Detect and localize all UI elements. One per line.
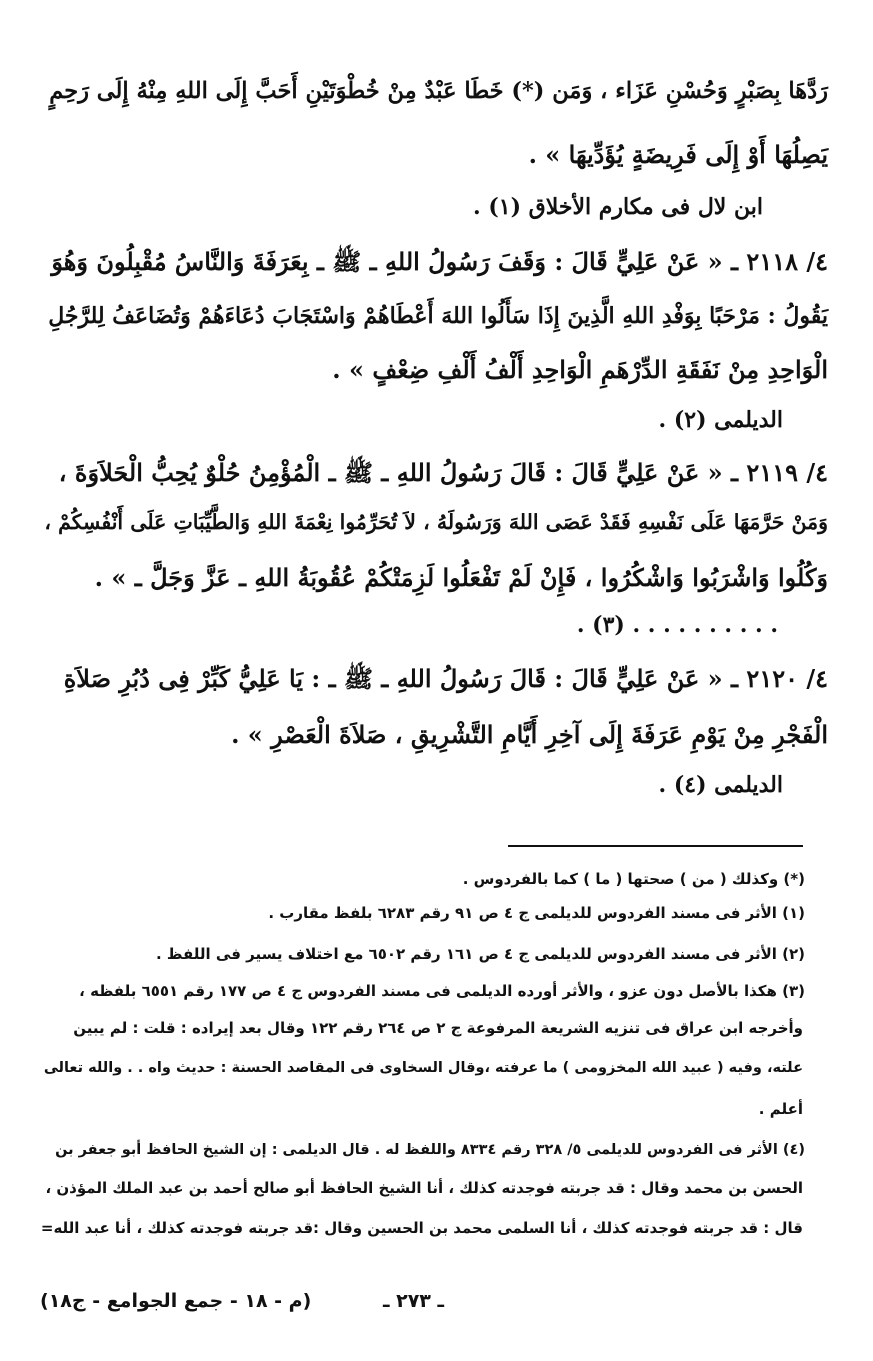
footnote-continuation: وأخرجه ابن عراق فى تنزيه الشريعة المرفوعة ج ٢ ص ٢٦٤ رقم ١٢٢ وقال بعد إيراده : قلت : لم يبين — [73, 1019, 803, 1037]
signature-mark: (م - ١٨ - جمع الجوامع - ج١٨) — [40, 1290, 312, 1312]
footnote-continuation: قال : قد جربته فوجدته كذلك ، أنا السلمى محمد بن الحسين وقال :قد جربته فوجدته كذلك ، أنا عبد الله= — [40, 1219, 803, 1237]
omission-marker: . . . . . . . . . . (٣) . — [576, 612, 778, 638]
text-line: الْفَجْرِ مِنْ يَوْمِ عَرَفَةَ إِلَى آخِرِ أَيَّامِ التَّشْرِيقِ ، صَلاَةَ الْعَصْرِ » . — [231, 720, 828, 749]
text-line: رَدَّهَا بِصَبْرٍ وَحُسْنِ عَزَاء ، وَمَن (*) خَطَا عَبْدٌ مِنْ خُطْوَتَيْنِ أَحَبَّ إِلَى اللهِ مِنْهُ إِلَى رَحِمٍ — [49, 78, 828, 104]
footnote-continuation: أعلم . — [758, 1100, 803, 1118]
page-number: ـ ٢٧٣ ـ — [383, 1290, 445, 1312]
footnote: (٣) هكذا بالأصل دون عزو ، والأثر أورده الديلمى فى مسند الفردوس ج ٤ ص ١٧٧ رقم ٦٥٥١ بلفظه ، — [79, 982, 805, 1000]
footnote: (٢) الأثر فى مسند الفردوس للديلمى ج ٤ ص ١٦١ رقم ٦٥٠٢ مع اختلاف يسير فى اللفظ . — [156, 945, 805, 963]
footnote: (١) الأثر فى مسند الفردوس للديلمى ج ٤ ص ٩١ رقم ٦٢٨٣ بلفظ مقارب . — [268, 904, 805, 922]
text-line: وَمَنْ حَرَّمَهَا عَلَى نَفْسِهِ فَقَدْ عَصَى اللهَ وَرَسُولَهُ ، لاَ تُحَرِّمُوا نِعْمَةَ اللهِ وَالطَّيِّبَاتِ عَلَى أَنْفُسِكُمْ ، — [44, 510, 828, 534]
footnote: (*) وكذلك ( من ) صحتها ( ما ) كما بالفردوس . — [462, 870, 805, 888]
footnote-continuation: علته، وفيه ( عبيد الله المخزومى ) ما عرفته ،وقال السخاوى فى المقاصد الحسنة : حديث واه . . والله تعالى — [43, 1060, 803, 1076]
footnote-separator — [508, 845, 803, 847]
text-line: وَكُلُوا وَاشْرَبُوا وَاشْكُرُوا ، فَإِنْ لَمْ تَفْعَلُوا لَزِمَتْكُمْ عُقُوبَةُ اللهِ ـ عَزَّ وَجَلَّ ـ » . — [94, 563, 828, 592]
text-line: يَقُولُ : مَرْحَبًا بِوَفْدِ اللهِ الَّذِينَ إِذَا سَأَلُوا اللهَ أَعْطَاهُمْ وَاسْتَجَابَ دُعَاءَهُمْ وَتُضَاعَفُ لِلرَّجُلِ — [48, 303, 828, 329]
footnote: (٤) الأثر فى الفردوس للديلمى ٥/ ٣٢٨ رقم ٨٣٣٤ واللفظ له . قال الديلمى : إن الشيخ الحافظ أبو جعفر بن — [55, 1142, 805, 1158]
source-citation: الديلمى (٢) . — [658, 407, 783, 433]
source-citation: الديلمى (٤) . — [658, 772, 783, 798]
text-line: الْوَاحِدِ مِنْ نَفَقَةِ الدِّرْهَمِ الْوَاحِدِ أَلْفُ أَلْفِ ضِعْفٍ » . — [332, 355, 828, 384]
source-citation: ابن لال فى مكارم الأخلاق (١) . — [473, 194, 763, 220]
text-line: يَصِلُهَا أَوْ إِلَى فَرِيضَةٍ يُؤَدِّيهَا » . — [528, 140, 828, 169]
hadith-2119-line: ٤/ ٢١١٩ ـ « عَنْ عَلِيٍّ قَالَ : قَالَ رَسُولُ اللهِ ـ ﷺ ـ الْمُؤْمِنُ حُلْوٌ يُحِبُّ الْحَلاَوَةَ ، — [58, 458, 828, 487]
hadith-2120-line: ٤/ ٢١٢٠ ـ « عَنْ عَلِيٍّ قَالَ : قَالَ رَسُولُ اللهِ ـ ﷺ ـ : يَا عَلِيُّ كَبِّرْ فِى دُبُرِ صَلاَةِ — [63, 664, 828, 693]
hadith-2118-line: ٤/ ٢١١٨ ـ « عَنْ عَلِيٍّ قَالَ : وَقَفَ رَسُولُ اللهِ ـ ﷺ ـ بِعَرَفَةَ وَالنَّاسُ مُقْبِلُونَ وَهُوَ — [51, 247, 828, 276]
footnote-continuation: الحسن بن محمد وقال : قد جربته فوجدته كذلك ، أنا الشيخ الحافظ أبو صالح أحمد بن عبد الملك المؤذن ، — [45, 1179, 803, 1197]
